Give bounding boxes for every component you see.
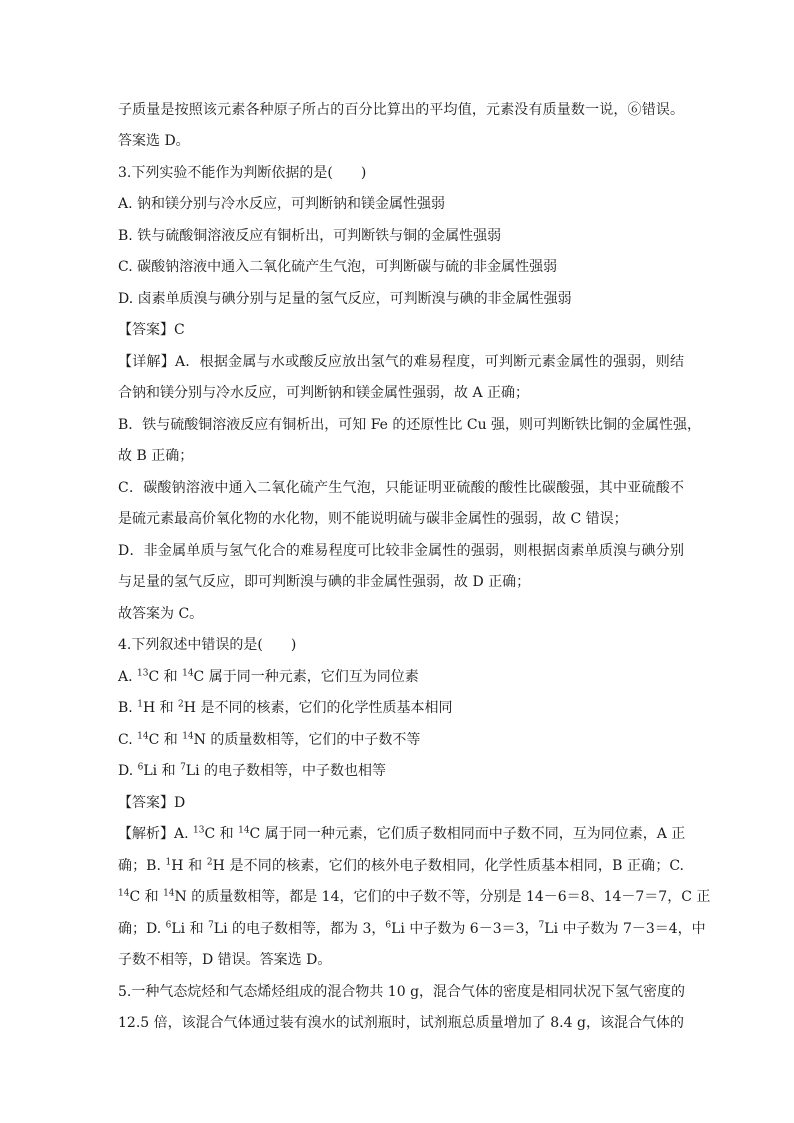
analysis-line (118, 887, 711, 907)
text-run: C 和 (148, 732, 183, 748)
text-line: 是硫元素最高价氧化物的水化物，则不能说明硫与碳非金属性的强弱，故 C 错误； (118, 511, 628, 527)
text-line: D．非金属单质与氢气化合的难易程度可比较非金属性的强弱，则根据卤素单质溴与碘分别 (118, 543, 684, 559)
text-run: A. (118, 669, 138, 685)
text-run: 【解析】A. (118, 826, 194, 842)
text-run: C. (118, 732, 138, 748)
text-run: C 和 (204, 826, 239, 842)
text-run: C 属于同一种元素，它们质子数相同而中子数不同，互为同位素，A 正 (249, 826, 686, 842)
text-run: H 和 (142, 700, 179, 716)
analysis-line (118, 919, 706, 939)
text-line: C．碳酸钠溶液中通入二氧化硫产生气泡，只能证明亚硫酸的酸性比碳酸强，其中亚硫酸不 (118, 480, 684, 496)
text-run: 确；D. (118, 921, 166, 937)
superscript: 14 (238, 825, 250, 836)
text-line: 答案选 D。 (118, 133, 190, 149)
question-3-option-d: D. 卤素单质溴与碘分别与足量的氢气反应，可判断溴与碘的非金属性强弱 (118, 291, 572, 307)
superscript: 6 (137, 762, 144, 773)
question-4-option-b (118, 698, 684, 718)
superscript: 14 (182, 731, 194, 742)
analysis-line (118, 824, 684, 844)
text-run: N 的质量数相等，它们的中子数不等 (193, 732, 421, 748)
text-run: H 是不同的核素，它们的化学性质基本相同 (183, 700, 453, 716)
superscript: 6 (165, 920, 172, 931)
question-3-option-c: C. 碳酸钠溶液中通入二氧化硫产生气泡，可判断碳与硫的非金属性强弱 (118, 259, 558, 275)
superscript: 2 (178, 699, 184, 710)
question-3-option-b: B. 铁与硫酸铜溶液反应有铜析出，可判断铁与铜的金属性强弱 (118, 228, 502, 244)
text-run: Li 的电子数相等，都为 3， (213, 921, 386, 937)
text-run: Li 中子数为 6－3＝3， (391, 921, 539, 937)
superscript: 7 (180, 762, 186, 773)
superscript: 1 (137, 699, 143, 710)
question-3-stem: 3.下列实验不能作为判断依据的是( ) (118, 165, 367, 181)
question-3-option-a: A. 钠和镁分别与冷水反应，可判断钠和镁金属性强弱 (118, 196, 446, 212)
superscript: 6 (385, 920, 392, 931)
text-line: 合钠和镁分别与冷水反应，可判断钠和镁金属性强弱，故 A 正确； (118, 385, 530, 401)
superscript: 14 (118, 888, 130, 899)
superscript: 13 (193, 825, 205, 836)
question-4-option-a (118, 667, 684, 687)
text-line: B．铁与硫酸铜溶液反应有铜析出，可知 Fe 的还原性比 Cu 强，则可判断铁比铜的金属性强， (118, 417, 702, 433)
text-line: 故答案为 C。 (118, 606, 204, 622)
question-4-stem: 4.下列叙述中错误的是( ) (118, 637, 297, 653)
text-line: 故 B 正确； (118, 448, 194, 464)
question-5-stem-continued: 12.5 倍，该混合气体通过装有溴水的试剂瓶时，试剂瓶总质量增加了 8.4 g，该混合气体的 (118, 1015, 684, 1031)
superscript: 14 (182, 668, 194, 679)
question-4-answer: 【答案】D (118, 795, 186, 811)
analysis-line: 子数不相等，D 错误。答案选 D。 (118, 952, 332, 968)
text-run: H 和 (171, 858, 207, 874)
superscript: 13 (137, 668, 149, 679)
question-5-stem: 5.一种气态烷烃和气态烯烃组成的混合物共 10 g，混合气体的密度是相同状况下氢气密度的 (118, 984, 686, 1000)
text-run: D. (118, 763, 138, 779)
superscript: 7 (208, 920, 214, 931)
superscript: 14 (137, 731, 149, 742)
text-run: C 属于同一种元素，它们互为同位素 (193, 669, 419, 685)
analysis-line (118, 856, 684, 876)
question-4-option-d (118, 761, 684, 781)
question-4-option-c (118, 730, 684, 750)
text-run: C 和 (129, 889, 164, 905)
text-run: Li 和 (143, 763, 181, 779)
text-line: 子质量是按照该元素各种原子所占的百分比算出的平均值，元素没有质量数一说，⑥错误。 (118, 102, 684, 118)
text-run: C 和 (148, 669, 183, 685)
text-run: Li 的电子数相等，中子数也相等 (185, 763, 387, 779)
superscript: 7 (538, 920, 545, 931)
superscript: 1 (165, 857, 172, 868)
text-line: 与足量的氢气反应，即可判断溴与碘的非金属性强弱，故 D 正确； (118, 574, 531, 590)
text-run: H 是不同的核素，它们的核外电子数相同，化学性质基本相同，B 正确；C. (212, 858, 684, 874)
superscript: 14 (163, 888, 175, 899)
superscript: 2 (206, 857, 213, 868)
text-run: Li 和 (171, 921, 209, 937)
question-3-answer: 【答案】C (118, 322, 185, 338)
text-run: B. (118, 700, 138, 716)
text-line: 【详解】A．根据金属与水或酸反应放出氢气的难易程度，可判断元素金属性的强弱，则结 (118, 354, 684, 370)
text-run: 确；B. (118, 858, 166, 874)
text-run: Li 中子数为 7－3＝4，中 (544, 921, 706, 937)
text-run: N 的质量数相等，都是 14，它们的中子数不等，分别是 14－6＝8、14－7＝7，C 正 (174, 889, 711, 905)
